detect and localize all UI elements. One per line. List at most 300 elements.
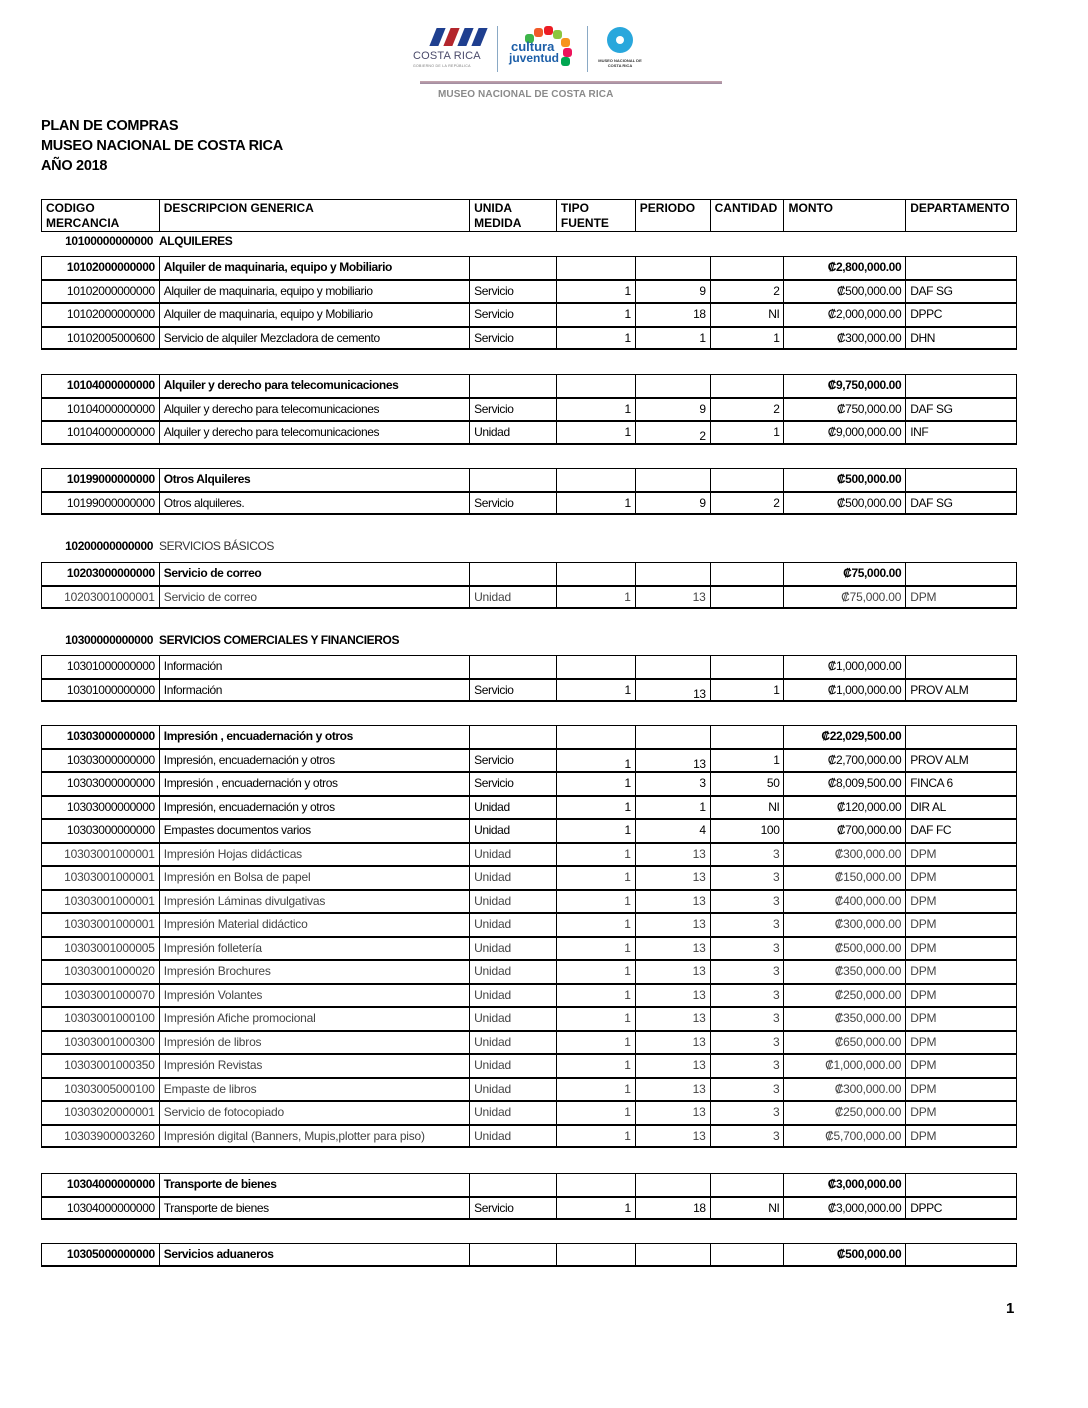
group-code-cell: 10304000000000 bbox=[42, 1174, 160, 1196]
code-cell: 10104000000000 bbox=[42, 422, 160, 443]
unit-cell: Servicio bbox=[470, 493, 557, 514]
empty-cell bbox=[906, 726, 1016, 748]
monto-cell: ₡350,000.00 bbox=[784, 1008, 906, 1030]
department-cell: DPPC bbox=[910, 1200, 942, 1215]
department-cell: DPM bbox=[910, 893, 937, 908]
empty-cell bbox=[906, 1244, 1016, 1265]
fuente-cell: 1 bbox=[557, 304, 636, 326]
cantidad-cell bbox=[711, 587, 785, 608]
empty-cell bbox=[906, 1174, 1016, 1196]
periodo-cell: 9 bbox=[636, 399, 711, 421]
empty-cell bbox=[711, 1244, 785, 1265]
fuente-cell: 1 bbox=[557, 680, 636, 701]
column-header-line: CANTIDAD bbox=[714, 201, 778, 215]
department-cell: DHN bbox=[910, 330, 936, 345]
unit-cell: Unidad bbox=[470, 1032, 557, 1054]
fuente-cell: 1 bbox=[557, 750, 636, 772]
category-name: ALQUILERES bbox=[159, 234, 233, 248]
fuente-cell: 1 bbox=[557, 797, 636, 819]
category-heading bbox=[41, 234, 232, 248]
code-cell: 10303001000020 bbox=[42, 961, 160, 983]
group-header-row bbox=[41, 1243, 1017, 1267]
table-row bbox=[41, 1125, 1017, 1149]
description-cell: Servicio de fotocopiado bbox=[160, 1102, 470, 1124]
fuente-cell: 1 bbox=[557, 587, 636, 608]
monto-cell: ₡75,000.00 bbox=[784, 587, 906, 608]
fuente-cell: 1 bbox=[557, 1102, 636, 1124]
cantidad-cell: 2 bbox=[711, 493, 785, 514]
code-cell: 10303005000100 bbox=[42, 1079, 160, 1101]
column-header bbox=[906, 200, 1016, 231]
code-cell: 10303020000001 bbox=[42, 1102, 160, 1124]
monto-cell: ₡300,000.00 bbox=[784, 844, 906, 866]
monto-cell: ₡650,000.00 bbox=[784, 1032, 906, 1054]
description-cell: Impresión, encuadernación y otros bbox=[160, 750, 470, 772]
periodo-cell: 9 bbox=[636, 493, 711, 514]
monto-cell: ₡9,000,000.00 bbox=[784, 422, 906, 443]
logo-divider bbox=[497, 26, 498, 72]
periodo-cell: 9 bbox=[636, 281, 711, 303]
group-header-row bbox=[41, 562, 1017, 586]
fuente-cell: 1 bbox=[557, 985, 636, 1007]
group-header-row bbox=[41, 655, 1017, 679]
header-logos bbox=[405, 22, 725, 77]
group-total-cell: ₡2,800,000.00 bbox=[784, 257, 906, 279]
table-row bbox=[41, 1197, 1017, 1221]
table-row bbox=[41, 679, 1017, 703]
department-cell: DPM bbox=[910, 1058, 937, 1072]
unit-cell: Unidad bbox=[470, 797, 557, 819]
monto-cell: ₡5,700,000.00 bbox=[784, 1126, 906, 1147]
description-cell: Empastes documentos varios bbox=[160, 820, 470, 842]
group-code-cell: 10199000000000 bbox=[42, 469, 160, 491]
empty-cell bbox=[557, 726, 636, 748]
group-total-cell: ₡75,000.00 bbox=[784, 563, 906, 585]
description-cell: Impresión en Bolsa de papel bbox=[160, 867, 470, 889]
title-line-3: AÑO 2018 bbox=[41, 158, 108, 174]
cultura-text: cultura bbox=[511, 39, 555, 54]
periodo-cell: 13 bbox=[636, 1008, 711, 1030]
cantidad-cell: 3 bbox=[711, 891, 785, 913]
monto-cell: ₡120,000.00 bbox=[784, 797, 906, 819]
department-cell: DPM bbox=[910, 1081, 937, 1096]
monto-cell: ₡300,000.00 bbox=[784, 914, 906, 936]
category-code: 10200000000000 bbox=[65, 539, 153, 553]
table-row bbox=[41, 1007, 1017, 1031]
empty-cell bbox=[557, 375, 636, 397]
unit-cell: Unidad bbox=[470, 1008, 557, 1030]
periodo-cell: 13 bbox=[636, 844, 711, 866]
code-cell: 10303000000000 bbox=[42, 820, 160, 842]
fuente-cell: 1 bbox=[557, 1008, 636, 1030]
table-row bbox=[41, 1031, 1017, 1055]
table-row bbox=[41, 913, 1017, 937]
department-cell: DPM bbox=[910, 987, 937, 1002]
periodo-cell: 13 bbox=[636, 891, 711, 913]
periodo-cell: 13 bbox=[636, 1126, 711, 1147]
code-cell: 10104000000000 bbox=[42, 399, 160, 421]
unit-cell: Unidad bbox=[470, 891, 557, 913]
monto-cell: ₡1,000,000.00 bbox=[784, 680, 906, 701]
empty-cell bbox=[557, 257, 636, 279]
description-cell: Servicio de alquiler Mezcladora de cemento bbox=[160, 328, 470, 349]
table-row bbox=[41, 796, 1017, 820]
group-name-cell: Servicio de correo bbox=[160, 563, 470, 585]
group-total-cell: ₡500,000.00 bbox=[784, 469, 906, 491]
code-cell: 10102000000000 bbox=[42, 304, 160, 326]
empty-cell bbox=[711, 563, 785, 585]
group-total-cell: ₡9,750,000.00 bbox=[784, 375, 906, 397]
periodo-cell: 4 bbox=[636, 820, 711, 842]
cantidad-cell: 3 bbox=[711, 1055, 785, 1077]
column-header-line: MEDIDA bbox=[474, 216, 522, 230]
fuente-cell: 1 bbox=[557, 938, 636, 960]
table-row bbox=[41, 1078, 1017, 1102]
description-cell: Impresión folletería bbox=[160, 938, 470, 960]
cantidad-cell: 1 bbox=[711, 422, 785, 443]
department-cell: DPM bbox=[910, 940, 937, 955]
periodo-cell: 13 bbox=[636, 680, 711, 701]
table-row bbox=[41, 960, 1017, 984]
group-header-row bbox=[41, 256, 1017, 280]
fuente-cell: 1 bbox=[557, 493, 636, 514]
code-cell: 10303001000100 bbox=[42, 1008, 160, 1030]
cantidad-cell: 1 bbox=[711, 750, 785, 772]
monto-cell: ₡750,000.00 bbox=[784, 399, 906, 421]
cantidad-cell: 100 bbox=[711, 820, 785, 842]
group-code-cell: 10305000000000 bbox=[42, 1244, 160, 1265]
code-cell: 10303001000001 bbox=[42, 891, 160, 913]
column-header-line: UNIDA bbox=[474, 201, 513, 215]
empty-cell bbox=[470, 1174, 557, 1196]
code-cell: 10303000000000 bbox=[42, 773, 160, 795]
monto-cell: ₡700,000.00 bbox=[784, 820, 906, 842]
monto-cell: ₡400,000.00 bbox=[784, 891, 906, 913]
monto-cell: ₡250,000.00 bbox=[784, 985, 906, 1007]
group-total-cell: ₡500,000.00 bbox=[784, 1244, 906, 1265]
group-code-cell: 10203000000000 bbox=[42, 563, 160, 585]
empty-cell bbox=[470, 469, 557, 491]
fuente-cell: 1 bbox=[557, 1126, 636, 1147]
empty-cell bbox=[906, 563, 1016, 585]
description-cell: Otros alquileres. bbox=[160, 493, 470, 514]
periodo-cell: 18 bbox=[636, 304, 711, 326]
description-cell: Impresión Material didáctico bbox=[160, 914, 470, 936]
empty-cell bbox=[711, 469, 785, 491]
header-museum-banner: MUSEO NACIONAL DE COSTA RICA bbox=[438, 89, 614, 100]
department-cell: DPM bbox=[910, 1105, 937, 1119]
empty-cell bbox=[557, 469, 636, 491]
description-cell: Alquiler de maquinaria, equipo y mobiliario bbox=[160, 281, 470, 303]
code-cell: 10303000000000 bbox=[42, 750, 160, 772]
cantidad-cell: 1 bbox=[711, 680, 785, 701]
description-cell: Impresión de libros bbox=[160, 1032, 470, 1054]
periodo-cell: 13 bbox=[636, 961, 711, 983]
department-cell: DIR AL bbox=[910, 799, 946, 814]
code-cell: 10304000000000 bbox=[42, 1198, 160, 1219]
unit-cell: Unidad bbox=[470, 820, 557, 842]
description-cell: Impresión Afiche promocional bbox=[160, 1008, 470, 1030]
monto-cell: ₡3,000,000.00 bbox=[784, 1198, 906, 1219]
category-code: 10100000000000 bbox=[65, 234, 153, 248]
unit-cell: Unidad bbox=[470, 422, 557, 443]
group-header-row bbox=[41, 725, 1017, 749]
description-cell: Impresión Brochures bbox=[160, 961, 470, 983]
category-name: SERVICIOS BÁSICOS bbox=[159, 539, 275, 553]
empty-cell bbox=[557, 1174, 636, 1196]
description-cell: Impresión , encuadernación y otros bbox=[160, 773, 470, 795]
column-header bbox=[711, 200, 785, 231]
unit-cell: Unidad bbox=[470, 938, 557, 960]
department-cell: DPM bbox=[910, 917, 937, 931]
group-code-cell: 10102000000000 bbox=[42, 257, 160, 279]
cantidad-cell: NI bbox=[711, 304, 785, 326]
periodo-cell: 13 bbox=[636, 1102, 711, 1124]
periodo-cell: 13 bbox=[636, 750, 711, 772]
description-cell: Impresión digital (Banners, Mupis,plotter para piso) bbox=[160, 1126, 470, 1147]
logo-divider bbox=[587, 26, 588, 72]
code-cell: 10303001000005 bbox=[42, 938, 160, 960]
costa-rica-logo bbox=[413, 24, 488, 74]
department-cell: FINCA 6 bbox=[910, 776, 953, 790]
column-header-line: MERCANCIA bbox=[46, 216, 120, 230]
unit-cell: Unidad bbox=[470, 1102, 557, 1124]
description-cell: Impresión, encuadernación y otros bbox=[160, 797, 470, 819]
monto-cell: ₡350,000.00 bbox=[784, 961, 906, 983]
category-heading bbox=[41, 539, 274, 553]
periodo-cell: 1 bbox=[636, 797, 711, 819]
header-rule bbox=[420, 81, 722, 84]
description-cell: Alquiler y derecho para telecomunicaciones bbox=[160, 422, 470, 443]
table-row bbox=[41, 843, 1017, 867]
column-header bbox=[42, 200, 160, 231]
column-header bbox=[636, 200, 711, 231]
group-total-cell: ₡22,029,500.00 bbox=[784, 726, 906, 748]
empty-cell bbox=[711, 1174, 785, 1196]
description-cell: Información bbox=[160, 680, 470, 701]
department-cell: DAF FC bbox=[910, 823, 952, 837]
empty-cell bbox=[470, 656, 557, 678]
fuente-cell: 1 bbox=[557, 328, 636, 349]
empty-cell bbox=[906, 656, 1016, 678]
code-cell: 10303001000001 bbox=[42, 867, 160, 889]
cantidad-cell: 3 bbox=[711, 844, 785, 866]
table-row bbox=[41, 280, 1017, 304]
unit-cell: Unidad bbox=[470, 985, 557, 1007]
description-cell: Empaste de libros bbox=[160, 1079, 470, 1101]
code-cell: 10199000000000 bbox=[42, 493, 160, 514]
department-cell: DPM bbox=[910, 1011, 937, 1025]
department-cell: DPM bbox=[910, 1128, 937, 1143]
fuente-cell: 1 bbox=[557, 914, 636, 936]
table-row bbox=[41, 421, 1017, 445]
cantidad-cell: NI bbox=[711, 797, 785, 819]
monto-cell: ₡500,000.00 bbox=[784, 493, 906, 514]
cantidad-cell: 3 bbox=[711, 1102, 785, 1124]
monto-cell: ₡250,000.00 bbox=[784, 1102, 906, 1124]
table-row bbox=[41, 327, 1017, 351]
unit-cell: Servicio bbox=[470, 1198, 557, 1219]
code-cell: 10303001000001 bbox=[42, 914, 160, 936]
code-cell: 10301000000000 bbox=[42, 680, 160, 701]
code-cell: 10102000000000 bbox=[42, 281, 160, 303]
museo-logo-text: MUSEO NACIONAL DE COSTA RICA bbox=[598, 58, 642, 68]
cantidad-cell: 50 bbox=[711, 773, 785, 795]
unit-cell: Unidad bbox=[470, 867, 557, 889]
empty-cell bbox=[636, 1174, 711, 1196]
department-cell: DPM bbox=[910, 846, 937, 861]
code-cell: 10303000000000 bbox=[42, 797, 160, 819]
museo-wheel-icon bbox=[607, 27, 633, 53]
category-code: 10300000000000 bbox=[65, 633, 153, 647]
department-cell: DAF SG bbox=[910, 283, 953, 298]
unit-cell: Unidad bbox=[470, 587, 557, 608]
group-name-cell: Servicios aduaneros bbox=[160, 1244, 470, 1265]
unit-cell: Unidad bbox=[470, 961, 557, 983]
periodo-cell: 18 bbox=[636, 1198, 711, 1219]
fuente-cell: 1 bbox=[557, 1079, 636, 1101]
cantidad-cell: 3 bbox=[711, 1008, 785, 1030]
table-row bbox=[41, 819, 1017, 843]
table-row bbox=[41, 398, 1017, 422]
fuente-cell: 1 bbox=[557, 1198, 636, 1219]
group-total-cell: ₡3,000,000.00 bbox=[784, 1174, 906, 1196]
column-header-line: MONTO bbox=[788, 201, 833, 215]
table-row bbox=[41, 1054, 1017, 1078]
group-code-cell: 10104000000000 bbox=[42, 375, 160, 397]
museo-nacional-logo bbox=[595, 24, 655, 74]
group-name-cell: Otros Alquileres bbox=[160, 469, 470, 491]
monto-cell: ₡2,000,000.00 bbox=[784, 304, 906, 326]
empty-cell bbox=[636, 257, 711, 279]
monto-cell: ₡500,000.00 bbox=[784, 938, 906, 960]
description-cell: Alquiler y derecho para telecomunicaciones bbox=[160, 399, 470, 421]
empty-cell bbox=[557, 1244, 636, 1265]
code-cell: 10102005000600 bbox=[42, 328, 160, 349]
code-cell: 10303001000350 bbox=[42, 1055, 160, 1077]
empty-cell bbox=[470, 563, 557, 585]
table-row bbox=[41, 890, 1017, 914]
cultura-juventud-logo bbox=[505, 24, 575, 74]
costa-rica-logo-name: COSTA RICA bbox=[413, 50, 481, 62]
group-code-cell: 10303000000000 bbox=[42, 726, 160, 748]
cantidad-cell: 2 bbox=[711, 399, 785, 421]
column-header-line: PERIODO bbox=[639, 201, 696, 215]
empty-cell bbox=[636, 726, 711, 748]
column-header-line: DESCRIPCION GENERICA bbox=[163, 201, 314, 215]
cantidad-cell: 1 bbox=[711, 328, 785, 349]
empty-cell bbox=[557, 656, 636, 678]
column-header-line: FUENTE bbox=[560, 216, 609, 230]
department-cell: DAF SG bbox=[910, 495, 953, 510]
group-name-cell: Información bbox=[160, 656, 470, 678]
description-cell: Impresión Volantes bbox=[160, 985, 470, 1007]
table-row bbox=[41, 1101, 1017, 1125]
table-row bbox=[41, 303, 1017, 327]
periodo-cell: 3 bbox=[636, 773, 711, 795]
empty-cell bbox=[470, 375, 557, 397]
column-header bbox=[784, 200, 906, 231]
description-cell: Servicio de correo bbox=[160, 587, 470, 608]
empty-cell bbox=[711, 257, 785, 279]
category-name: SERVICIOS COMERCIALES Y FINANCIEROS bbox=[159, 633, 400, 647]
unit-cell: Servicio bbox=[470, 281, 557, 303]
unit-cell: Unidad bbox=[470, 1055, 557, 1077]
cantidad-cell: 3 bbox=[711, 1079, 785, 1101]
code-cell: 10303900003260 bbox=[42, 1126, 160, 1147]
column-header bbox=[470, 200, 557, 231]
fuente-cell: 1 bbox=[557, 891, 636, 913]
table-header-row bbox=[41, 199, 1017, 232]
fuente-cell: 1 bbox=[557, 1055, 636, 1077]
department-cell: PROV ALM bbox=[910, 752, 969, 767]
table-row bbox=[41, 586, 1017, 610]
unit-cell: Servicio bbox=[470, 399, 557, 421]
empty-cell bbox=[636, 656, 711, 678]
department-cell: DPM bbox=[910, 1034, 937, 1049]
department-cell: DPM bbox=[910, 589, 937, 604]
empty-cell bbox=[711, 656, 785, 678]
fuente-cell: 1 bbox=[557, 844, 636, 866]
department-cell: DPM bbox=[910, 964, 937, 978]
empty-cell bbox=[470, 257, 557, 279]
department-cell: DPM bbox=[910, 870, 937, 884]
category-heading bbox=[41, 633, 399, 647]
fuente-cell: 1 bbox=[557, 281, 636, 303]
department-cell: PROV ALM bbox=[910, 682, 969, 697]
monto-cell: ₡500,000.00 bbox=[784, 281, 906, 303]
cantidad-cell: 3 bbox=[711, 867, 785, 889]
group-header-row bbox=[41, 468, 1017, 492]
periodo-cell: 13 bbox=[636, 1079, 711, 1101]
column-header-line: DEPARTAMENTO bbox=[910, 201, 1010, 215]
group-code-cell: 10301000000000 bbox=[42, 656, 160, 678]
empty-cell bbox=[906, 257, 1016, 279]
periodo-cell: 1 bbox=[636, 328, 711, 349]
table-row bbox=[41, 492, 1017, 516]
empty-cell bbox=[470, 726, 557, 748]
periodo-cell: 13 bbox=[636, 938, 711, 960]
page-number: 1 bbox=[1006, 1300, 1015, 1317]
fuente-cell: 1 bbox=[557, 422, 636, 443]
empty-cell bbox=[636, 469, 711, 491]
fuente-cell: 1 bbox=[557, 820, 636, 842]
unit-cell: Servicio bbox=[470, 328, 557, 349]
table-row bbox=[41, 866, 1017, 890]
title-line-2: MUSEO NACIONAL DE COSTA RICA bbox=[41, 138, 283, 154]
description-cell: Impresión Revistas bbox=[160, 1055, 470, 1077]
fuente-cell: 1 bbox=[557, 867, 636, 889]
code-cell: 10303001000001 bbox=[42, 844, 160, 866]
table-row bbox=[41, 984, 1017, 1008]
description-cell: Transporte de bienes bbox=[160, 1198, 470, 1219]
column-header-line: CODIGO bbox=[46, 201, 95, 215]
monto-cell: ₡8,009,500.00 bbox=[784, 773, 906, 795]
periodo-cell: 2 bbox=[636, 422, 711, 443]
costa-rica-logo-subtitle: GOBIERNO DE LA REPÚBLICA bbox=[413, 64, 471, 68]
unit-cell: Unidad bbox=[470, 914, 557, 936]
juventud-text: juventud bbox=[509, 51, 559, 65]
unit-cell: Servicio bbox=[470, 773, 557, 795]
table-row bbox=[41, 749, 1017, 773]
monto-cell: ₡150,000.00 bbox=[784, 867, 906, 889]
column-header bbox=[557, 200, 636, 231]
fuente-cell: 1 bbox=[557, 961, 636, 983]
empty-cell bbox=[636, 375, 711, 397]
cantidad-cell: 3 bbox=[711, 1032, 785, 1054]
unit-cell: Servicio bbox=[470, 680, 557, 701]
department-cell: DAF SG bbox=[910, 401, 953, 416]
